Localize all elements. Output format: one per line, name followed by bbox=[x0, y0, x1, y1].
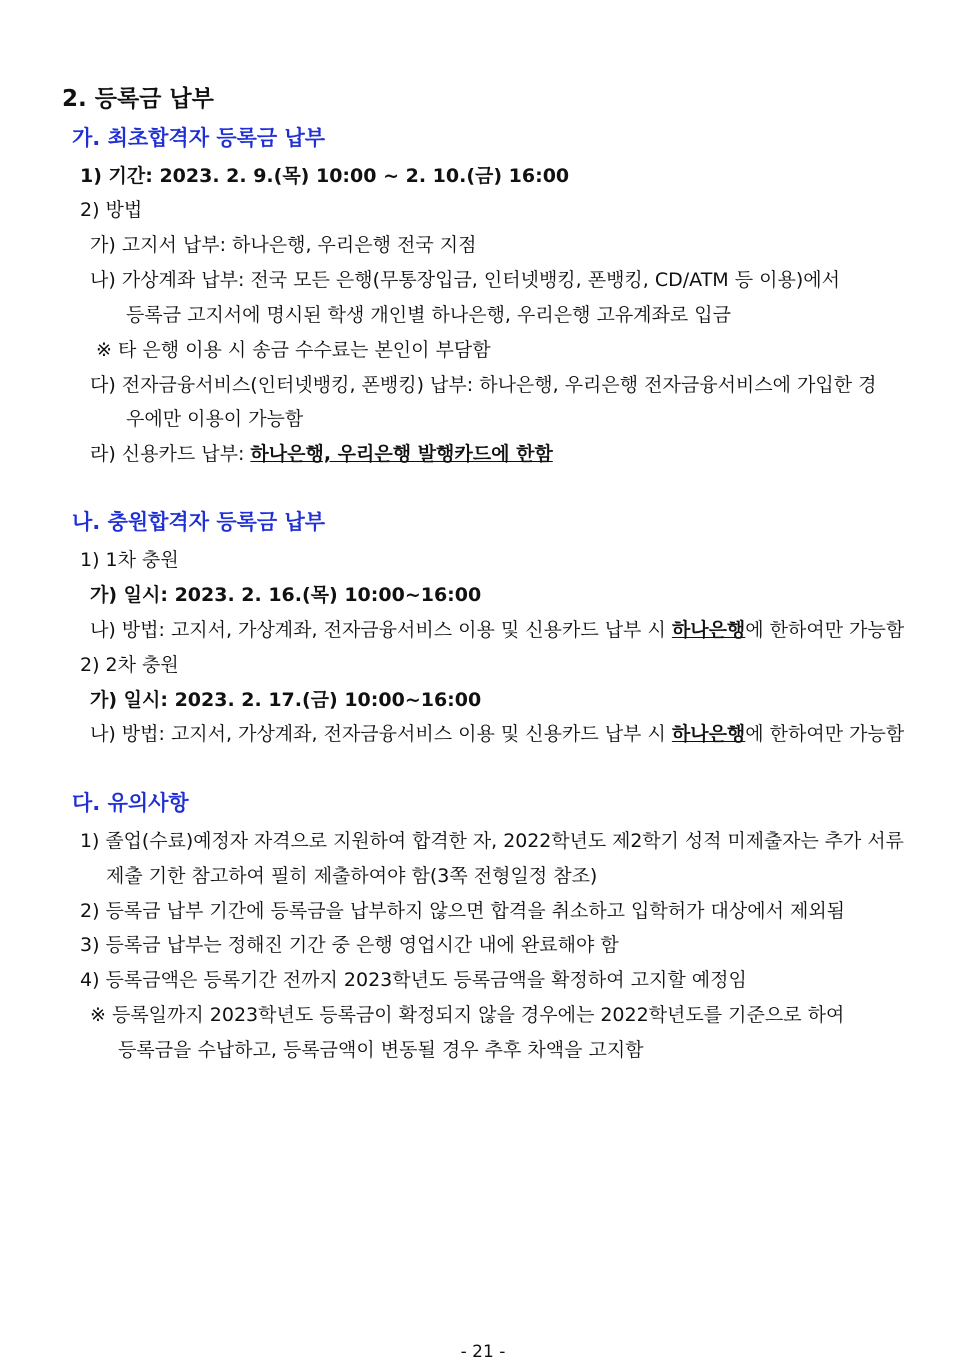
final-note-line2: 등록금을 수납하고, 등록금액이 변동될 경우 추후 차액을 고지함 bbox=[118, 1039, 644, 1061]
round2-method-prefix: 나) 방법: 고지서, 가상계좌, 전자금융서비스 이용 및 신용카드 납부 시 bbox=[90, 723, 672, 745]
round1-date: 가) 일시: 2023. 2. 16.(목) 10:00~16:00 bbox=[90, 584, 482, 606]
note-item-4: 4) 등록금액은 등록기간 전까지 2023학년도 등록금액을 확정하여 고지할 예정임 bbox=[80, 969, 747, 991]
method-item-d-prefix: 라) 신용카드 납부: bbox=[90, 443, 251, 465]
subsection-heading-notes: 다. 유의사항 bbox=[72, 791, 189, 815]
round1-method-suffix: 에 한하여만 가능함 bbox=[745, 619, 905, 641]
note-item-1-line2: 제출 기한 참고하여 필히 제출하여야 함(3쪽 전형일정 참조) bbox=[106, 865, 598, 887]
method-item-a: 가) 고지서 납부: 하나은행, 우리은행 전국 지점 bbox=[90, 234, 477, 256]
round1-method-prefix: 나) 방법: 고지서, 가상계좌, 전자금융서비스 이용 및 신용카드 납부 시 bbox=[90, 619, 672, 641]
round2-method-suffix: 에 한하여만 가능함 bbox=[745, 723, 905, 745]
subsection-heading-initial: 가. 최초합격자 등록금 납부 bbox=[72, 126, 326, 150]
note-item-2: 2) 등록금 납부 기간에 등록금을 납부하지 않으면 합격을 취소하고 입학허가 대상에서 제외됨 bbox=[80, 900, 846, 922]
section-title: 2. 등록금 납부 bbox=[62, 86, 214, 112]
method-label: 2) 방법 bbox=[80, 199, 143, 221]
note-item-3: 3) 등록금 납부는 정해진 기간 중 은행 영업시간 내에 완료해야 함 bbox=[80, 934, 619, 956]
round2-method-emphasis: 하나은행 bbox=[671, 723, 746, 745]
method-item-b-line1: 나) 가상계좌 납부: 전국 모든 은행(무통장입금, 인터넷뱅킹, 폰뱅킹, CD/ATM 등 이용)에서 bbox=[90, 269, 840, 291]
method-item-d bbox=[90, 441, 553, 467]
round1-label: 1) 1차 충원 bbox=[80, 549, 179, 571]
round1-method bbox=[90, 617, 904, 643]
method-item-d-emphasis: 하나은행, 우리은행 발행카드에 한함 bbox=[250, 443, 553, 465]
method-item-b-line2: 등록금 고지서에 명시된 학생 개인별 하나은행, 우리은행 고유계좌로 입금 bbox=[126, 304, 731, 326]
note-item-1-line1: 1) 졸업(수료)예정자 자격으로 지원하여 합격한 자, 2022학년도 제2학기 성적 미제출자는 추가 서류 bbox=[80, 830, 904, 852]
subsection-heading-additional: 나. 충원합격자 등록금 납부 bbox=[72, 510, 326, 534]
round2-method bbox=[90, 721, 904, 747]
fee-note: ※ 타 은행 이용 시 송금 수수료는 본인이 부담함 bbox=[96, 339, 491, 361]
final-note-line1: ※ 등록일까지 2023학년도 등록금이 확정되지 않을 경우에는 2022학년도를 기준으로 하여 bbox=[90, 1004, 845, 1026]
method-item-c-line1: 다) 전자금융서비스(인터넷뱅킹, 폰뱅킹) 납부: 하나은행, 우리은행 전자금융서비스에 가입한 경 bbox=[90, 374, 877, 396]
round2-label: 2) 2차 충원 bbox=[80, 654, 179, 676]
round1-method-emphasis: 하나은행 bbox=[671, 619, 746, 641]
method-item-c-line2: 우에만 이용이 가능함 bbox=[126, 408, 304, 430]
round2-date: 가) 일시: 2023. 2. 17.(금) 10:00~16:00 bbox=[90, 689, 482, 711]
period-line: 1) 기간: 2023. 2. 9.(목) 10:00 ~ 2. 10.(금) 16:00 bbox=[80, 165, 570, 187]
page-number: - 21 - bbox=[460, 1342, 506, 1362]
